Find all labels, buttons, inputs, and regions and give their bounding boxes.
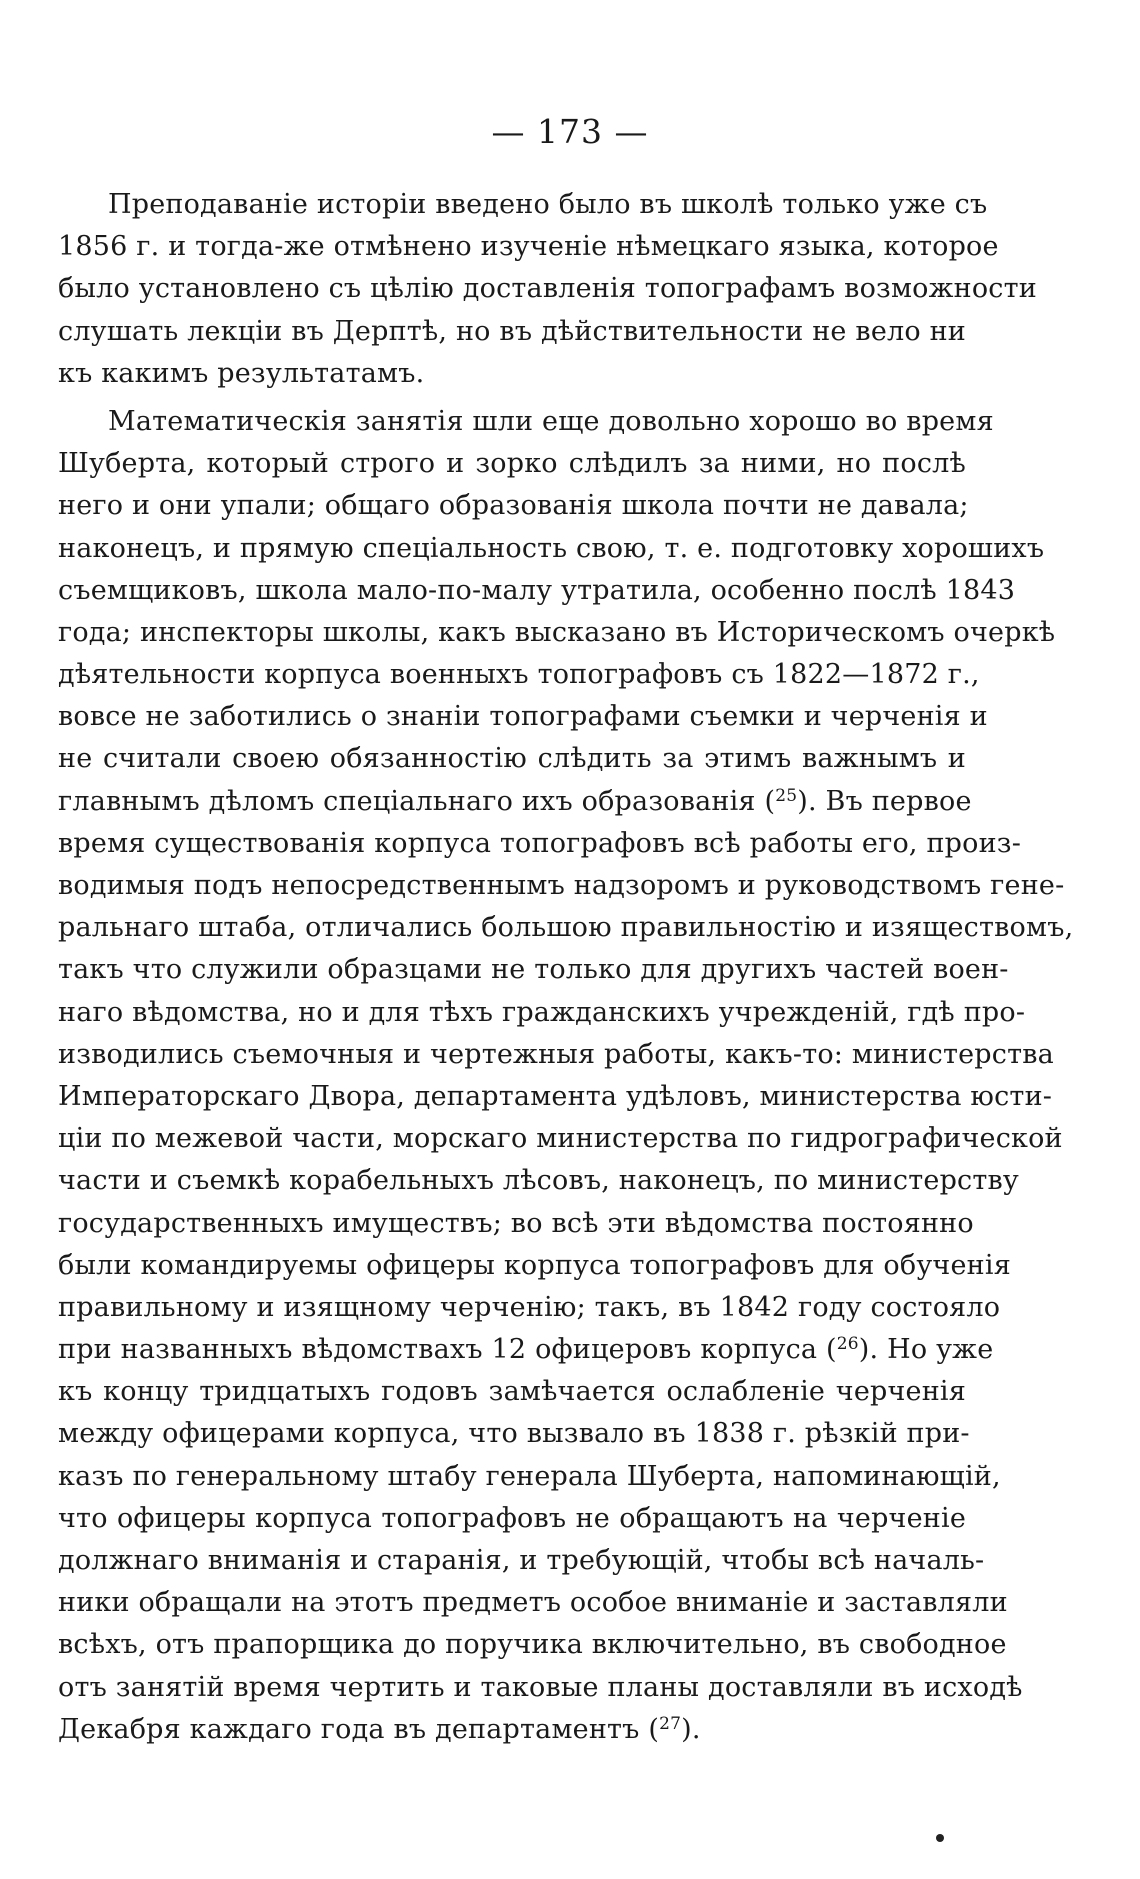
text-line: между офицерами корпуса, что вызвало въ 1838 г. рѣзкiй при- <box>58 1418 970 1450</box>
paragraph-1 <box>58 184 1037 395</box>
paragraph-2 <box>58 401 1074 1751</box>
page-number: — 173 — <box>491 112 649 151</box>
text-line: къ концу тридцатыхъ годовъ замѣчается ослабленiе черченiя <box>58 1376 966 1408</box>
text-line: ники обращали на этотъ предметъ особое вниманiе и заставляли <box>58 1587 1008 1619</box>
text-line: Шуберта, который строго и зорко слѣдилъ за ними, но послѣ <box>58 448 966 480</box>
text-segment: ). Въ первое <box>797 785 972 817</box>
text-line: части и съемкѣ корабельныхъ лѣсовъ, наконецъ, по министерству <box>58 1165 1019 1197</box>
text-segment: ). Но уже <box>858 1334 994 1366</box>
text-segment: при названныхъ вѣдомствахъ 12 офицеровъ корпуса ( <box>58 1334 837 1366</box>
text-line-with-footnote <box>58 1709 966 1751</box>
text-line: наго вѣдомства, но и для тѣхъ гражданскихъ учрежденiй, гдѣ про- <box>58 996 1026 1028</box>
text-line: Математическiя занятiя шли еще довольно хорошо во время <box>108 405 994 437</box>
text-line: 1856 г. и тогда-же отмѣнено изученiе нѣмецкаго языка, которое <box>58 231 999 263</box>
text-line-with-footnote <box>58 781 972 823</box>
text-line: должнаго вниманiя и старанiя, и требующiй, чтобы всѣ началь- <box>58 1545 985 1576</box>
body-text <box>58 184 1074 1751</box>
ink-speck-mark <box>936 1834 944 1842</box>
text-segment: главнымъ дѣломъ спецiальнаго ихъ образованiя ( <box>58 785 776 817</box>
text-line: вовсе не заботились о знанiи топографами съемки и черченiя и <box>58 701 988 733</box>
text-line: цiи по межевой части, морскаго министерства по гидрографической <box>58 1123 1063 1155</box>
text-line: къ какимъ результатамъ. <box>58 357 425 389</box>
text-line: изводились съемочныя и чертежныя работы, какъ-то: министерства <box>58 1038 1054 1070</box>
text-line: что офицеры корпуса топографовъ не обращаютъ на черченiе <box>58 1502 966 1534</box>
text-line-with-footnote <box>58 1329 994 1371</box>
text-line: ральнаго штаба, отличались большою правильностiю и изяществомъ, <box>58 912 1074 944</box>
text-line: водимыя подъ непосредственнымъ надзоромъ и руководствомъ гене- <box>58 870 1065 901</box>
text-line: Императорскаго Двора, департамента удѣловъ, министерства юсти- <box>58 1080 1053 1112</box>
text-segment: ). <box>681 1713 701 1745</box>
footnote-ref: 27 <box>659 1713 682 1734</box>
footnote-ref: 26 <box>836 1334 859 1355</box>
text-line: года; инспекторы школы, какъ высказано въ Историческомъ очеркѣ <box>58 616 1056 648</box>
footnote-ref: 25 <box>775 785 798 806</box>
text-line: него и они упали; общаго образованiя школа почти не давала; <box>58 490 969 522</box>
text-line: время существованiя корпуса топографовъ всѣ работы его, произ- <box>58 827 1022 859</box>
text-line: государственныхъ имуществъ; во всѣ эти вѣдомства постоянно <box>58 1207 974 1239</box>
text-line: съемщиковъ, школа мало-по-малу утратила, особенно послѣ 1843 <box>58 574 1016 606</box>
text-line: дѣятельности корпуса военныхъ топографовъ съ 1822—1872 г., <box>58 659 980 691</box>
text-line: Преподаванiе исторiи введено было въ школѣ только уже съ <box>108 189 988 220</box>
text-line: казъ по генеральному штабу генерала Шуберта, напоминающiй, <box>58 1460 1001 1492</box>
text-line: наконецъ, и прямую спецiальность свою, т. е. подготовку хорошихъ <box>58 532 1045 564</box>
text-line: всѣхъ, отъ прапорщика до поручика включительно, въ свободное <box>58 1629 1007 1661</box>
text-segment: Декабря каждаго года въ департаментъ ( <box>58 1713 660 1745</box>
text-line: было установлено съ цѣлiю доставленiя топографамъ возможности <box>58 273 1037 305</box>
text-line: правильному и изящному черченiю; такъ, въ 1842 году состояло <box>58 1291 1001 1323</box>
text-line: отъ занятiй время чертить и таковые планы доставляли въ исходѣ <box>58 1671 1023 1703</box>
text-line: были командируемы офицеры корпуса топографовъ для обученiя <box>58 1249 1011 1281</box>
text-line: слушать лекцiи въ Дерптѣ, но въ дѣйствительности не вело ни <box>58 315 966 347</box>
text-line: не считали своею обязанностiю слѣдить за этимъ важнымъ и <box>58 743 966 775</box>
text-line: такъ что служили образцами не только для другихъ частей воен- <box>58 954 1009 986</box>
